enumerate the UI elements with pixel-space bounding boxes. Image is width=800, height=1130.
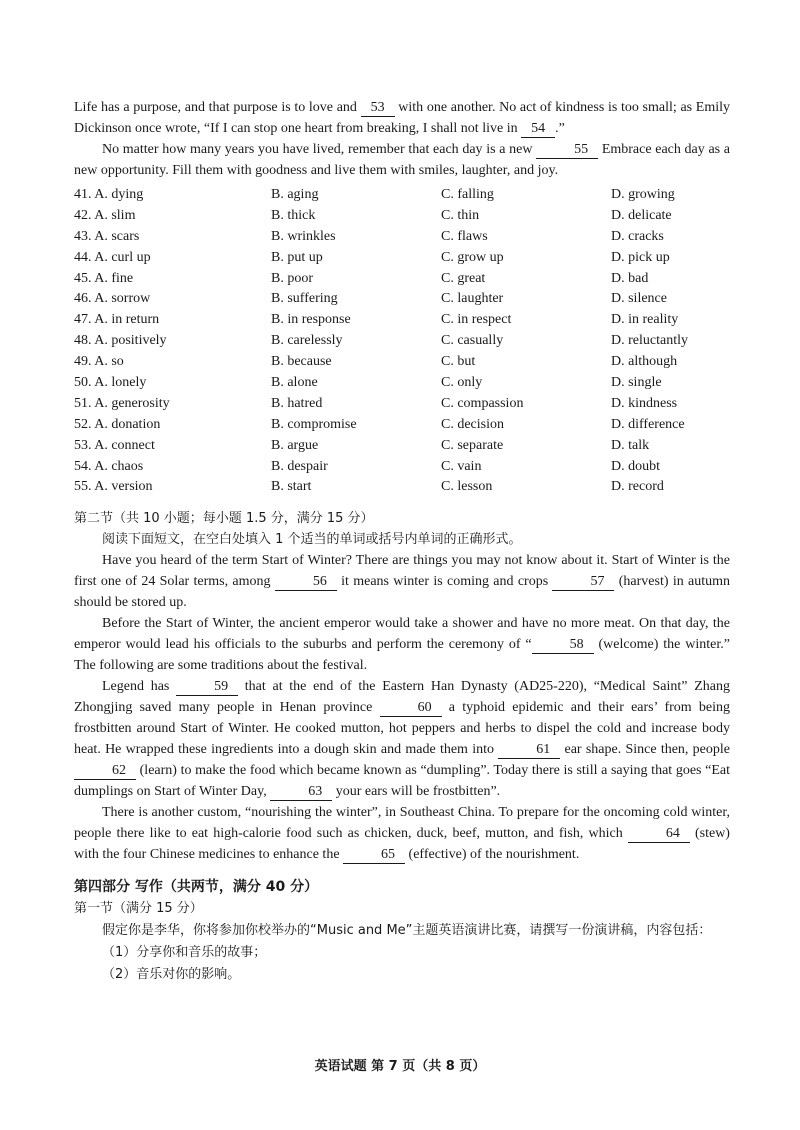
option-a[interactable]: 46. A. sorrow — [74, 291, 151, 307]
cloze-passage-paragraph-2 — [74, 139, 730, 181]
blank-64[interactable]: 64 — [628, 826, 690, 843]
option-b[interactable]: B. because — [271, 354, 332, 370]
writing-requirement-1: （1）分享你和音乐的故事； — [102, 945, 267, 961]
section-2-instruction: 阅读下面短文，在空白处填入 1 个适当的单词或括号内单词的正确形式。 — [102, 532, 522, 548]
option-row — [74, 309, 730, 330]
text: (learn) to make the food which became known as “dumpling”. Today there is still a saying that goes “Eat dumplings on Start of Winter Day, — [74, 763, 730, 800]
text: that at the end of the Eastern Han Dynasty (AD25-220), “Medical Saint” Zhang Zhongjing saved many people in Henan province — [74, 679, 730, 716]
option-c[interactable]: C. compassion — [441, 395, 524, 411]
text: No matter how many years you have lived, remember that each day is a new — [102, 142, 537, 157]
option-c[interactable]: C. in respect — [441, 312, 512, 328]
option-d[interactable]: D. talk — [611, 437, 650, 453]
option-c[interactable]: C. lesson — [441, 479, 493, 495]
text: (effective) of the nourishment. — [405, 847, 580, 863]
blank-60[interactable]: 60 — [380, 700, 442, 717]
option-c[interactable]: C. great — [441, 270, 486, 286]
option-row — [74, 351, 730, 372]
option-row — [74, 456, 730, 477]
text: with one another. No act of kindness is too small; as Emily Dickinson once wrote, “If I can stop one heart from breaking, I shall not live in — [74, 100, 731, 136]
option-d[interactable]: D. although — [611, 354, 678, 370]
option-b[interactable]: B. carelessly — [271, 333, 343, 349]
option-row — [74, 226, 730, 247]
text: Legend has — [102, 679, 177, 695]
option-b[interactable]: B. despair — [271, 458, 328, 474]
option-a[interactable]: 42. A. slim — [74, 207, 136, 223]
part-4-subheading: 第一节（满分 15 分） — [74, 901, 203, 917]
option-a[interactable]: 44. A. curl up — [74, 249, 151, 265]
option-row — [74, 247, 730, 268]
text: your ears will be frostbitten”. — [332, 784, 501, 800]
option-c[interactable]: C. only — [441, 374, 483, 390]
option-row — [74, 268, 730, 289]
option-d[interactable]: D. kindness — [611, 395, 678, 411]
text: it means winter is coming and crops — [336, 574, 553, 590]
option-d[interactable]: D. single — [611, 374, 662, 390]
option-b[interactable]: B. in response — [271, 312, 351, 328]
text: .” — [555, 121, 565, 136]
option-c[interactable]: C. vain — [441, 458, 482, 474]
blank-57[interactable]: 57 — [552, 574, 614, 591]
option-d[interactable]: D. reluctantly — [611, 333, 688, 349]
writing-prompt: 假定你是李华，你将参加你校举办的“Music and Me”主题英语演讲比赛，请撰写一份演讲稿，内容包括： — [102, 923, 712, 939]
option-c[interactable]: C. laughter — [441, 291, 504, 307]
blank-61[interactable]: 61 — [498, 742, 560, 759]
blank-53[interactable]: 53 — [361, 100, 395, 117]
option-b[interactable]: B. alone — [271, 374, 318, 390]
option-row — [74, 372, 730, 393]
grammar-paragraph-2 — [74, 613, 730, 676]
text: Before the Start of Winter, the ancient emperor would take a shower and have no more meat. On that day, the emperor would lead his officials to the suburbs and perform the ceremony of “ — [74, 616, 730, 653]
blank-56[interactable]: 56 — [275, 574, 337, 591]
blank-58[interactable]: 58 — [532, 637, 594, 654]
blank-62[interactable]: 62 — [74, 763, 136, 780]
option-c[interactable]: C. thin — [441, 207, 480, 223]
option-row — [74, 288, 730, 309]
option-c[interactable]: C. but — [441, 354, 476, 370]
option-d[interactable]: D. cracks — [611, 228, 664, 244]
option-b[interactable]: B. start — [271, 479, 312, 495]
text: Life has a purpose, and that purpose is to love and — [74, 100, 361, 115]
option-a[interactable]: 51. A. generosity — [74, 395, 170, 411]
option-a[interactable]: 54. A. chaos — [74, 458, 144, 474]
option-b[interactable]: B. thick — [271, 207, 316, 223]
option-d[interactable]: D. silence — [611, 291, 667, 307]
exam-page — [74, 97, 730, 986]
option-c[interactable]: C. flaws — [441, 228, 488, 244]
option-d[interactable]: D. in reality — [611, 312, 679, 328]
grammar-paragraph-4 — [74, 802, 730, 865]
option-row — [74, 414, 730, 435]
option-b[interactable]: B. aging — [271, 186, 319, 202]
text: a typhoid epidemic and their ears’ from being frostbitten around Start of Winter. He cooked mutton, hot peppers and herbs to dispel the cold and increase body heat. He wrapped these ingredients into a dough skin and made them into — [74, 700, 730, 758]
blank-59[interactable]: 59 — [176, 679, 238, 696]
grammar-paragraph-3 — [74, 676, 730, 802]
option-d[interactable]: D. pick up — [611, 249, 670, 265]
option-d[interactable]: D. delicate — [611, 207, 672, 223]
option-row — [74, 330, 730, 351]
options-table — [74, 184, 730, 497]
blank-54[interactable]: 54 — [521, 121, 555, 138]
option-a[interactable]: 48. A. positively — [74, 333, 167, 349]
option-b[interactable]: B. poor — [271, 270, 313, 286]
option-row — [74, 476, 730, 497]
option-c[interactable]: C. falling — [441, 186, 494, 202]
blank-55[interactable]: 55 — [536, 142, 598, 159]
option-c[interactable]: C. separate — [441, 437, 504, 453]
text: Embrace each day as a new opportunity. Fill them with goodness and live them with smiles, laughter, and joy. — [74, 142, 730, 178]
option-d[interactable]: D. doubt — [611, 458, 660, 474]
option-a[interactable]: 47. A. in return — [74, 312, 160, 328]
text: (harvest) in autumn should be stored up. — [74, 574, 731, 611]
option-c[interactable]: C. casually — [441, 333, 504, 349]
cloze-passage-paragraph-1 — [74, 97, 730, 139]
page-footer: 英语试题 第 7 页（共 8 页） — [314, 1059, 486, 1074]
option-a[interactable]: 43. A. scars — [74, 228, 140, 244]
section-2-heading: 第二节（共 10 小题；每小题 1.5 分，满分 15 分） — [74, 511, 374, 527]
text: Have you heard of the term Start of Winter? There are things you may not know about it. Start of Winter is the first one of 24 Solar terms, among — [74, 553, 730, 590]
option-a[interactable]: 52. A. donation — [74, 416, 161, 432]
option-d[interactable]: D. bad — [611, 270, 649, 286]
option-b[interactable]: B. hatred — [271, 395, 323, 411]
option-c[interactable]: C. decision — [441, 416, 504, 432]
text: (welcome) the winter.” The following are some traditions about the festival. — [74, 637, 730, 674]
option-row — [74, 184, 730, 205]
blank-63[interactable]: 63 — [270, 784, 332, 801]
part-4-heading: 第四部分 写作（共两节，满分 40 分） — [74, 879, 319, 896]
option-a[interactable]: 45. A. fine — [74, 270, 134, 286]
option-a[interactable]: 41. A. dying — [74, 186, 144, 202]
blank-65[interactable]: 65 — [343, 847, 405, 864]
option-a[interactable]: 50. A. lonely — [74, 374, 147, 390]
text: There is another custom, “nourishing the winter”, in Southeast China. To prepare for the oncoming cold winter, people there like to eat high-calorie food such as chicken, duck, beef, mutton, and fish, which — [74, 805, 730, 842]
option-b[interactable]: B. argue — [271, 437, 319, 453]
option-a[interactable]: 55. A. version — [74, 479, 153, 495]
option-d[interactable]: D. difference — [611, 416, 685, 432]
text: (stew) with the four Chinese medicines to enhance the — [74, 826, 730, 863]
option-row — [74, 205, 730, 226]
option-a[interactable]: 53. A. connect — [74, 437, 155, 453]
option-d[interactable]: D. growing — [611, 186, 675, 202]
option-row — [74, 435, 730, 456]
option-a[interactable]: 49. A. so — [74, 354, 124, 370]
option-row — [74, 393, 730, 414]
writing-requirement-2: （2）音乐对你的影响。 — [102, 967, 241, 983]
option-b[interactable]: B. wrinkles — [271, 228, 336, 244]
option-b[interactable]: B. suffering — [271, 291, 338, 307]
option-b[interactable]: B. put up — [271, 249, 323, 265]
option-d[interactable]: D. record — [611, 479, 664, 495]
text: ear shape. Since then, people — [560, 742, 730, 758]
option-c[interactable]: C. grow up — [441, 249, 504, 265]
option-b[interactable]: B. compromise — [271, 416, 357, 432]
grammar-paragraph-1 — [74, 550, 730, 613]
